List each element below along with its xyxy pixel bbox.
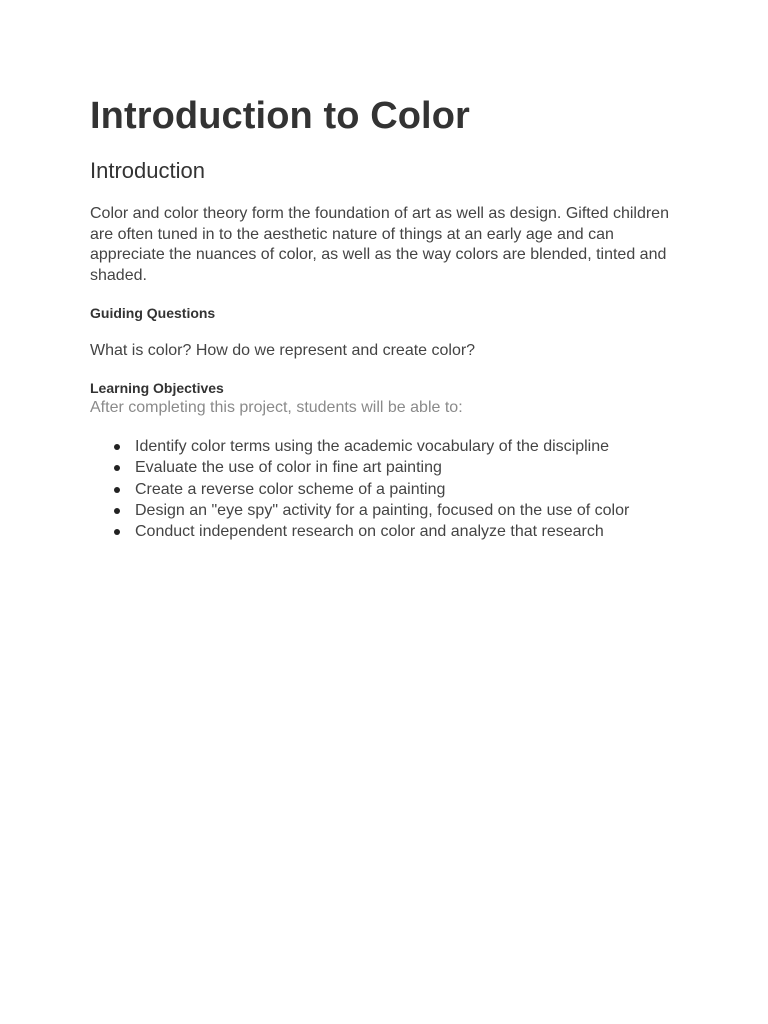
list-item (90, 457, 690, 478)
list-item-text: Create a reverse color scheme of a painting (135, 480, 446, 498)
list-item (90, 521, 690, 542)
page-title: Introduction to Color (90, 95, 470, 137)
document-page (90, 90, 690, 542)
list-item-text: Identify color terms using the academic vocabulary of the discipline (135, 438, 610, 455)
guiding-questions-text: What is color? How do we represent and create color? (90, 342, 476, 359)
bullet-icon (114, 465, 120, 471)
list-item (90, 436, 690, 457)
guiding-questions-heading: Guiding Questions (90, 305, 216, 321)
learning-objectives-heading: Learning Objectives (90, 380, 224, 396)
list-item-text: Evaluate the use of color in fine art painting (135, 459, 442, 477)
bullet-icon (114, 529, 120, 535)
intro-paragraph: Color and color theory form the foundation of art as well as design. Gifted children are often tuned in to the aesthetic nature of things at an early age and can appreciate the nuances of color, as well as the way colors are blended, tinted and shaded. (90, 205, 669, 284)
list-item-text: Design an "eye spy" activity for a painting, focused on the use of color (135, 501, 630, 519)
learning-objectives-intro: After completing this project, students will be able to: (90, 399, 463, 416)
bullet-icon (114, 487, 120, 493)
bullet-icon (114, 508, 120, 514)
section-heading-introduction: Introduction (90, 158, 205, 183)
list-item-text: Conduct independent research on color and analyze that research (135, 523, 604, 541)
list-item (90, 500, 690, 521)
learning-objectives-list (90, 436, 690, 542)
bullet-icon (114, 444, 120, 450)
list-item (90, 479, 690, 500)
